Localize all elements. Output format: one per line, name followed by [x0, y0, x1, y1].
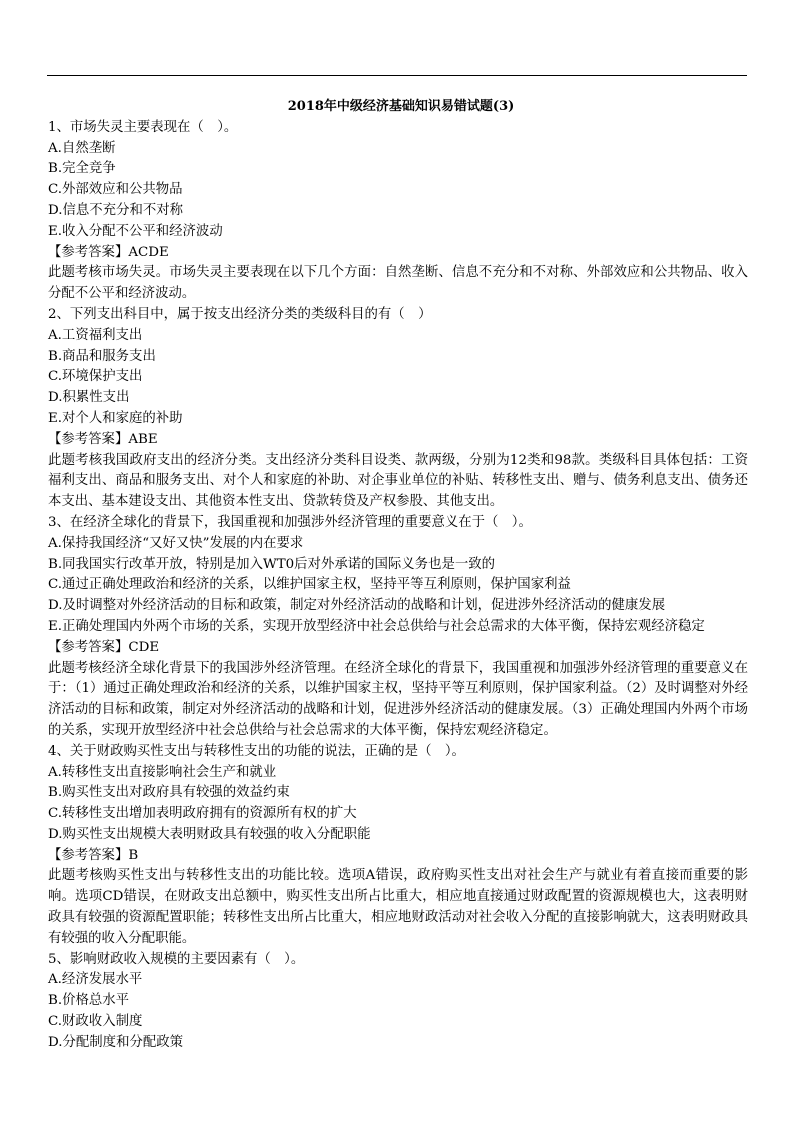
- option-e: E.收入分配不公平和经济波动: [48, 223, 223, 239]
- option-b: B.购买性支出对政府具有较强的效益约束: [48, 785, 290, 801]
- option-c: C.外部效应和公共物品: [48, 182, 183, 198]
- option-b: B.完全竞争: [48, 161, 116, 177]
- option-d: D.分配制度和分配政策: [48, 1034, 184, 1050]
- option-e: E.正确处理国内外两个市场的关系，实现开放型经济中社会总供给与社会总需求的大体平衡，保持宏观经济稳定: [48, 618, 705, 634]
- option-b: B.同我国实行改革开放，特别是加入WT0后对外承诺的国际义务也是一致的: [48, 556, 496, 572]
- option-b: B.商品和服务支出: [48, 348, 156, 364]
- question-stem: 3、在经济全球化的背景下，我国重视和加强涉外经济管理的重要意义在于（ ）。: [48, 514, 532, 530]
- question-2: [48, 305, 748, 513]
- question-stem: 5、影响财政收入规模的主要因素有（ ）。: [48, 951, 305, 967]
- option-e: E.对个人和家庭的补助: [48, 410, 183, 426]
- answer-explanation: 此题考核市场失灵。市场失灵主要表现在以下几个方面：自然垄断、信息不充分和不对称、外部效应和公共物品、收入分配不公平和经济波动。: [48, 265, 748, 302]
- option-a: A.保持我国经济“又好又快”发展的内在要求: [48, 535, 304, 551]
- answer-explanation: 此题考核经济全球化背景下的我国涉外经济管理。在经济全球化的背景下，我国重视和加强涉外经济管理的重要意义在于：（1）通过正确处理政治和经济的关系，以维护国家主权，坚持平等互利原则，保护国家利益。（2）及时调整对外经济活动的目标和政策，制定对外经济活动的战略和计划，促进涉外经济活动的健康发展。（3）正确处理国内外两个市场的关系，实现开放型经济中社会总供给与社会总需求的大体平衡，保持宏观经济稳定。: [48, 660, 748, 738]
- question-stem: 2、下列支出科目中，属于按支出经济分类的类级科目的有（ ）: [48, 306, 432, 322]
- option-d: D.积累性支出: [48, 390, 130, 406]
- question-1: [48, 118, 748, 305]
- question-stem: 4、关于财政购买性支出与转移性支出的功能的说法，正确的是（ ）。: [48, 743, 465, 759]
- question-5: [48, 950, 748, 1054]
- option-a: A.转移性支出直接影响社会生产和就业: [48, 764, 277, 780]
- option-d: D.信息不充分和不对称: [48, 202, 184, 218]
- option-b: B.价格总水平: [48, 993, 130, 1009]
- question-3: [48, 513, 748, 742]
- option-a: A.工资福利支出: [48, 327, 143, 343]
- question-stem: 1、市场失灵主要表现在（ ）。: [48, 119, 238, 135]
- reference-answer: 【参考答案】ABE: [48, 431, 158, 447]
- option-c: C.转移性支出增加表明政府拥有的资源所有权的扩大: [48, 806, 357, 822]
- option-c: C.通过正确处理政治和经济的关系，以维护国家主权，坚持平等互利原则，保护国家利益: [48, 577, 571, 593]
- reference-answer: 【参考答案】B: [48, 847, 139, 863]
- reference-answer: 【参考答案】ACDE: [48, 244, 169, 260]
- answer-explanation: 此题考核购买性支出与转移性支出的功能比较。选项A错误，政府购买性支出对社会生产与就业有着直接而重要的影响。选项CD错误，在财政支出总额中，购买性支出所占比重大，相应地直接通过财政配置的资源规模也大，这表明财政具有较强的资源配置职能；转移性支出所占比重大，相应地财政活动对社会收入分配的直接影响就大，这表明财政具有较强的收入分配职能。: [48, 868, 748, 946]
- option-a: A.自然垄断: [48, 140, 116, 156]
- option-a: A.经济发展水平: [48, 972, 143, 988]
- document-title: 2018年中级经济基础知识易错试题(3): [287, 99, 515, 114]
- question-4: [48, 742, 748, 950]
- header-rule: [47, 75, 747, 76]
- option-d: D.及时调整对外经济活动的目标和政策，制定对外经济活动的战略和计划，促进涉外经济活动的健康发展: [48, 598, 666, 614]
- reference-answer: 【参考答案】CDE: [48, 639, 160, 655]
- document-body: [48, 97, 748, 1054]
- option-d: D.购买性支出规模大表明财政具有较强的收入分配职能: [48, 826, 371, 842]
- option-c: C.财政收入制度: [48, 1014, 143, 1030]
- answer-explanation: 此题考核我国政府支出的经济分类。支出经济分类科目设类、款两级，分别为12类和98款。类级科目具体包括：工资福利支出、商品和服务支出、对个人和家庭的补助、对企事业单位的补贴、转移性支出、赠与、债务利息支出、债务还本支出、基本建设支出、其他资本性支出、贷款转贷及产权参股、其他支出。: [48, 452, 748, 510]
- option-c: C.环境保护支出: [48, 369, 143, 385]
